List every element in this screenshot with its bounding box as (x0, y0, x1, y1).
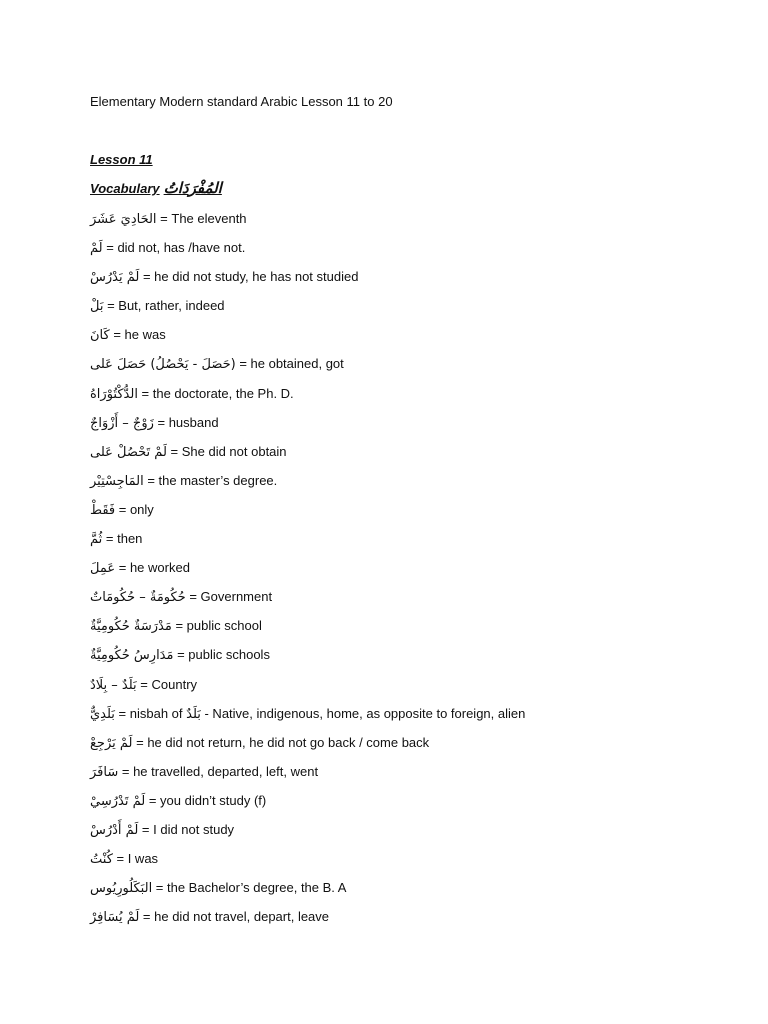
arabic-term: كُنْتُ (90, 852, 113, 868)
arabic-term: (حَصَلَ - يَحْصُلُ) حَصَلَ عَلى (90, 357, 236, 373)
vocabulary-entry (90, 379, 525, 408)
english-meaning: = But, rather, indeed (103, 298, 225, 314)
arabic-term: حُكُومَةٌ – حُكُومَاتٌ (90, 590, 186, 606)
vocabulary-entry (90, 902, 525, 931)
english-meaning: = then (102, 531, 143, 547)
vocabulary-entry (90, 408, 525, 437)
english-meaning: = I did not study (138, 821, 235, 837)
english-meaning: = nisbah of بَلَدٌ - Native, indigenous, home, as opposite to foreign, alien (114, 705, 526, 721)
vocabulary-entry (90, 728, 525, 757)
vocabulary-entry (90, 582, 525, 611)
vocabulary-entry (90, 844, 525, 873)
arabic-term: مَدْرَسَةٌ حُكُومِيَّةٌ (90, 619, 172, 635)
arabic-term: لَمْ يَرْجِعْ (90, 735, 133, 751)
vocabulary-label: Vocabulary (90, 181, 160, 196)
english-meaning: = did not, has /have not. (102, 240, 246, 256)
english-meaning: = the Bachelor’s degree, the B. A (152, 880, 347, 896)
english-meaning: = Government (185, 589, 273, 605)
vocabulary-entry (90, 320, 525, 349)
english-meaning: = he travelled, departed, left, went (118, 763, 319, 779)
vocabulary-entry (90, 786, 525, 815)
english-meaning: = he did not study, he has not studied (139, 269, 359, 285)
english-meaning: = She did not obtain (166, 443, 287, 459)
vocabulary-entry (90, 670, 525, 699)
english-meaning: = he was (109, 327, 166, 343)
vocabulary-entry (90, 611, 525, 640)
english-meaning: = husband (153, 414, 219, 430)
arabic-term: الحَادِيَ عَشَرَ (90, 212, 157, 227)
arabic-term: الدُّكْتُوْرَاهُ (90, 386, 138, 402)
english-meaning: = only (115, 501, 154, 517)
vocabulary-entry (90, 495, 525, 524)
vocabulary-entry (90, 291, 525, 320)
vocabulary-entry (90, 466, 525, 495)
arabic-term: لَمْ يَدْرُسْ (90, 270, 140, 286)
vocabulary-entry (90, 524, 525, 553)
arabic-term: مَدَارِسُ حُكُومِيَّةٌ (90, 648, 174, 664)
arabic-term: بَلَدِيٌّ (90, 706, 115, 722)
english-meaning: = he worked (115, 560, 190, 576)
english-meaning: = Country (136, 676, 198, 692)
english-meaning: = public schools (173, 647, 270, 663)
english-meaning: = he obtained, got (235, 356, 344, 372)
english-meaning: = the doctorate, the Ph. D. (137, 385, 294, 401)
arabic-term: لَمْ (90, 241, 103, 257)
arabic-term: عَمِلَ (90, 561, 116, 577)
vocabulary-entry (90, 553, 525, 582)
arabic-term: البَكَلُورِيُوس (90, 881, 153, 897)
document-title: Elementary Modern standard Arabic Lesson 11 to 20 (90, 94, 393, 109)
lesson-heading: Lesson 11 (90, 152, 153, 167)
arabic-term: فَقَطْ (90, 502, 116, 518)
arabic-term: كَانَ (90, 328, 110, 344)
english-meaning: = public school (171, 618, 262, 634)
vocabulary-list (90, 204, 525, 931)
english-meaning: = The eleventh (156, 211, 247, 226)
vocabulary-entry (90, 640, 525, 669)
vocabulary-heading (90, 178, 222, 199)
arabic-term: لَمْ تَدْرُسِيْ (90, 793, 146, 809)
arabic-term: بَلَدٌ – بِلَادٌ (90, 677, 137, 693)
vocabulary-arabic: المُفْرَدَاتُ (163, 179, 222, 197)
english-meaning: = I was (112, 851, 159, 867)
vocabulary-entry (90, 233, 525, 262)
arabic-term: لَمْ تَحْصُلْ عَلى (90, 444, 167, 460)
arabic-term: المَاجِسْتِيْر (90, 473, 144, 489)
arabic-term: لَمْ يُسَافِرْ (90, 910, 140, 926)
vocabulary-entry (90, 349, 525, 378)
english-meaning: = he did not travel, depart, leave (139, 909, 330, 925)
english-meaning: = the master’s degree. (143, 472, 278, 488)
arabic-term: سَافَرَ (90, 764, 119, 780)
vocabulary-entry (90, 815, 525, 844)
arabic-term: زَوْجٌ – أَزْوَاجٌ (90, 415, 154, 431)
arabic-term: ثُمَّ (90, 532, 103, 548)
vocabulary-entry (90, 262, 525, 291)
vocabulary-entry (90, 699, 525, 728)
arabic-term: بَلْ (90, 299, 104, 315)
english-meaning: = you didn’t study (f) (145, 792, 267, 808)
vocabulary-entry (90, 204, 525, 233)
vocabulary-entry (90, 757, 525, 786)
vocabulary-entry (90, 873, 525, 902)
vocabulary-entry (90, 437, 525, 466)
arabic-term: لَمْ أَدْرُسْ (90, 822, 139, 838)
english-meaning: = he did not return, he did not go back / come back (132, 734, 430, 750)
